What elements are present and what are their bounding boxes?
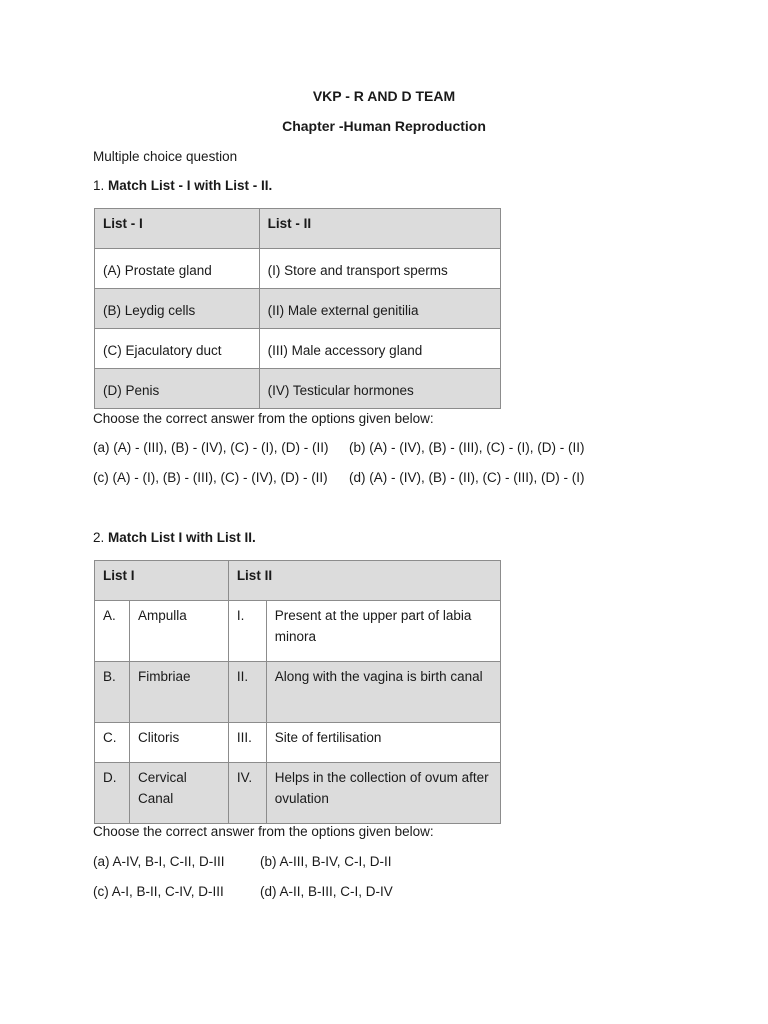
- table-header-row: [95, 209, 501, 249]
- table-cell: (B) Leydig cells: [95, 289, 260, 329]
- table-cell: Cervical Canal: [129, 763, 228, 824]
- option-d: (d) (A) - (IV), (B) - (II), (C) - (III), (D) - (I): [349, 470, 585, 485]
- question-1-heading: [93, 178, 272, 193]
- table-row: [95, 723, 501, 763]
- table-header-cell: List I: [95, 561, 229, 601]
- table-row: [95, 289, 501, 329]
- option-c: (c) A-I, B-II, C-IV, D-III: [93, 884, 224, 899]
- table-cell: I.: [228, 601, 266, 662]
- table-cell: Ampulla: [129, 601, 228, 662]
- question-1-match-table: [94, 208, 501, 409]
- question-prompt: Match List I with List II.: [108, 530, 256, 545]
- option-a: (a) (A) - (III), (B) - (IV), (C) - (I), (D) - (II): [93, 440, 329, 455]
- table-cell: (C) Ejaculatory duct: [95, 329, 260, 369]
- table-cell: (IV) Testicular hormones: [259, 369, 500, 409]
- chapter-heading: Chapter -Human Reproduction: [282, 118, 486, 134]
- table-cell: Clitoris: [129, 723, 228, 763]
- table-header-row: [95, 561, 501, 601]
- question-2-match-table: [94, 560, 501, 824]
- question-number: 1.: [93, 178, 105, 193]
- table-cell: IV.: [228, 763, 266, 824]
- table-cell: II.: [228, 662, 266, 723]
- question-2-instruction: Choose the correct answer from the options given below:: [93, 824, 434, 839]
- team-heading: VKP - R AND D TEAM: [312, 88, 456, 104]
- table-row: [95, 662, 501, 723]
- table-cell: (III) Male accessory gland: [259, 329, 500, 369]
- table-cell: III.: [228, 723, 266, 763]
- option-b: (b) (A) - (IV), (B) - (III), (C) - (I), (D) - (II): [349, 440, 585, 455]
- table-row: [95, 763, 501, 824]
- table-row: [95, 249, 501, 289]
- table-row: [95, 329, 501, 369]
- table-cell: Present at the upper part of labia minora: [266, 601, 500, 662]
- table-cell: (I) Store and transport sperms: [259, 249, 500, 289]
- table-cell: Site of fertilisation: [266, 723, 500, 763]
- option-d: (d) A-II, B-III, C-I, D-IV: [260, 884, 393, 899]
- table-cell: C.: [95, 723, 130, 763]
- table-header-cell: List - II: [259, 209, 500, 249]
- table-row: [95, 601, 501, 662]
- table-header-cell: List II: [228, 561, 500, 601]
- question-1-instruction: Choose the correct answer from the options given below:: [93, 411, 434, 426]
- question-2-heading: [93, 530, 256, 545]
- table-cell: A.: [95, 601, 130, 662]
- table-cell: Helps in the collection of ovum after ovulation: [266, 763, 500, 824]
- table-cell: Along with the vagina is birth canal: [266, 662, 500, 723]
- table-row: [95, 369, 501, 409]
- option-a: (a) A-IV, B-I, C-II, D-III: [93, 854, 225, 869]
- question-number: 2.: [93, 530, 105, 545]
- table-cell: B.: [95, 662, 130, 723]
- table-cell: (D) Penis: [95, 369, 260, 409]
- table-cell: Fimbriae: [129, 662, 228, 723]
- table-cell: (A) Prostate gland: [95, 249, 260, 289]
- section-label: Multiple choice question: [93, 149, 238, 164]
- option-b: (b) A-III, B-IV, C-I, D-II: [260, 854, 392, 869]
- question-prompt: Match List - I with List - II.: [108, 178, 273, 193]
- table-header-cell: List - I: [95, 209, 260, 249]
- table-cell: (II) Male external genitilia: [259, 289, 500, 329]
- table-cell: D.: [95, 763, 130, 824]
- option-c: (c) (A) - (I), (B) - (III), (C) - (IV), (D) - (II): [93, 470, 328, 485]
